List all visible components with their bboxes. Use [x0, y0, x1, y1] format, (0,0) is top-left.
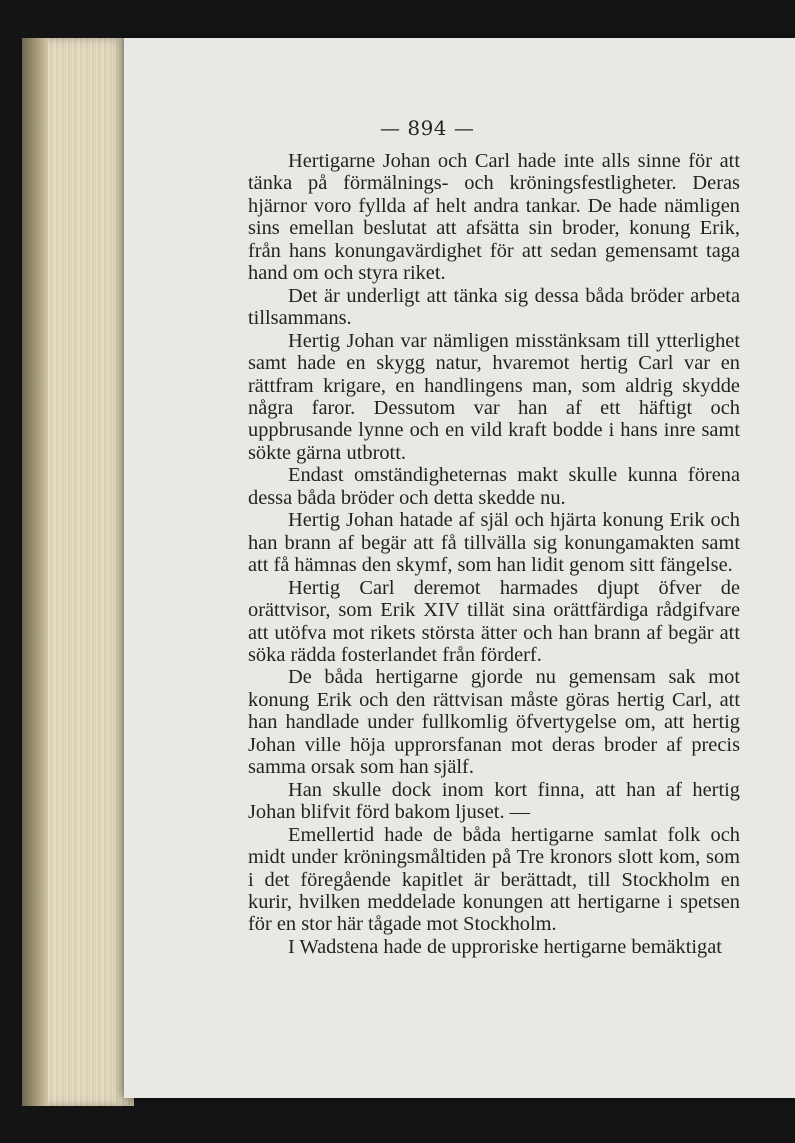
paragraph: De båda hertigarne gjorde nu gemensam sak mot konung Erik och den rättvisan måste göras hertig Carl, att han handlade under fullkomlig öfvertygelse om, att hertig Johan ville höja upprorsfanan mot deras broder af precis samma orsak som han själf. [248, 666, 740, 779]
paragraph: Hertig Johan hatade af själ och hjärta konung Erik och han brann af begär att få tillvälla sig konungamakten samt att få hämnas den skymf, som han lidit genom sitt fängelse. [248, 509, 740, 577]
body-text [248, 150, 740, 958]
paragraph: Det är underligt att tänka sig dessa båda bröder arbeta tillsammans. [248, 284, 740, 330]
paragraph: Hertig Carl deremot harmades djupt öfver de orättvisor, som Erik XIV tillät sina orättfärdiga rådgifvare att utöfva mot rikets största ätter och han brann af begär att söka rädda fosterlandet från förderf. [248, 576, 740, 666]
paragraph: Han skulle dock inom kort finna, att han af hertig Johan blifvit förd bakom ljuset. — [248, 778, 740, 824]
paragraph: Hertigarne Johan och Carl hade inte alls sinne för att tänka på förmälnings- och kröningsfestligheter. Deras hjärnor voro fyllda af helt andra tankar. De hade nämligen sins emellan beslutat att afsätta sin broder, konung Erik, från hans konungavärdighet för att sedan gemensamt taga hand om och styra riket. [248, 150, 740, 285]
paragraph: Endast omständigheternas makt skulle kunna förena dessa båda bröder och detta skedde nu. [248, 464, 740, 509]
book-cover-edge [22, 38, 48, 1106]
paragraph: Emellertid hade de båda hertigarne samlat folk och midt under kröningsmåltiden på Tre kronors slott kom, som i det föregående kapitlet är berättadt, till Stockholm en kurir, hvilken meddelade konungen att hertigarne i spetsen för en stor här tågade mot Stockholm. [248, 823, 740, 936]
page-number: — 894 — [380, 116, 475, 140]
paragraph: I Wadstena hade de upproriske hertigarne bemäktigat [288, 935, 722, 958]
paragraph: Hertig Johan var nämligen misstänksam till ytterlighet samt hade en skygg natur, hvaremot hertig Carl var en rättfram krigare, en handlingens man, som aldrig skydde några faror. Dessutom var han af ett häftigt och uppbrusande lynne och en vild kraft bodde i hans inre samt sökte gärna utbrott. [248, 329, 740, 464]
